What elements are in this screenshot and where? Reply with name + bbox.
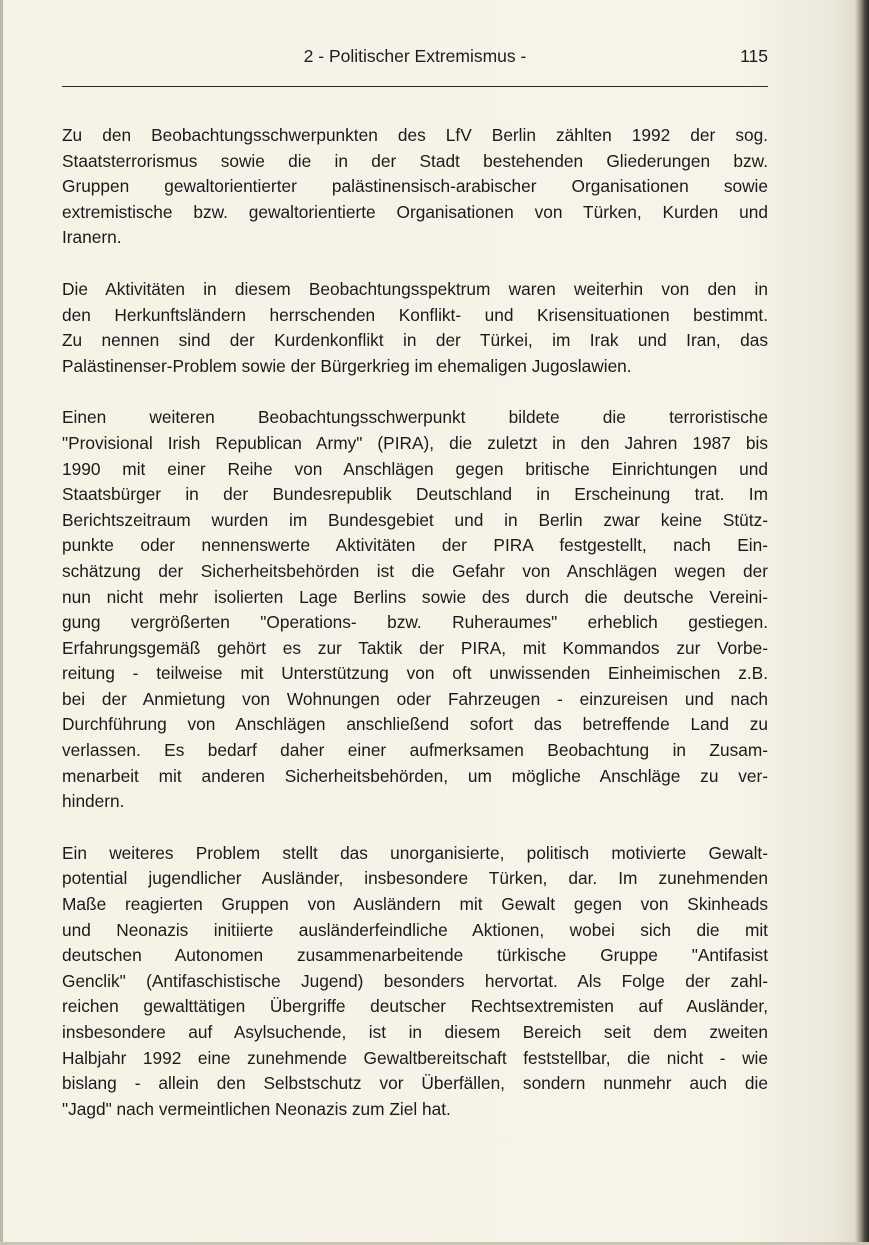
paragraph-4 — [62, 841, 768, 1123]
text-line: reitung - teilweise mit Unterstützung von oft unwissenden Einheimischen z.B. — [62, 663, 768, 684]
page-number: 115 — [740, 46, 768, 66]
text-line: insbesondere auf Asylsuchende, ist in diesem Bereich seit dem zweiten — [62, 1022, 768, 1042]
text-line: Genclik" (Antifaschistische Jugend) besonders hervortat. Als Folge der zahl- — [62, 970, 768, 991]
chapter-title: 2 - Politischer Extremismus - — [303, 46, 527, 66]
running-header — [62, 46, 768, 78]
text-line: menarbeit mit anderen Sicherheitsbehörden, um mögliche Anschläge zu ver- — [62, 765, 768, 786]
text-line: hindern. — [62, 791, 125, 812]
text-line: bei der Anmietung von Wohnungen oder Fahrzeugen - einzureisen und nach — [62, 688, 768, 709]
text-line: Durchführung von Anschlägen anschließend sofort das betreffende Land zu — [62, 714, 768, 735]
paragraph-2 — [62, 277, 768, 379]
text-line: den Herkunftsländern herrschenden Konflikt- und Krisensituationen bestimmt. — [62, 304, 768, 325]
text-line: Staatsterrorismus sowie die in der Stadt bestehenden Gliederungen bzw. — [62, 150, 768, 171]
text-line: 1990 mit einer Reihe von Anschlägen gegen britische Einrichtungen und — [62, 458, 768, 479]
text-line: Berichtszeitraum wurden im Bundesgebiet und in Berlin zwar keine Stütz- — [62, 509, 768, 530]
text-line: schätzung der Sicherheitsbehörden ist die Gefahr von Anschlägen wegen der — [62, 560, 768, 581]
text-line: und Neonazis initiierte ausländerfeindliche Aktionen, wobei sich die mit — [62, 919, 768, 940]
text-line: Zu nennen sind der Kurdenkonflikt in der Türkei, im Irak und Iran, das — [62, 330, 768, 351]
text-line: verlassen. Es bedarf daher einer aufmerksamen Beobachtung in Zusam- — [62, 740, 768, 761]
text-line: Maße reagierten Gruppen von Ausländern mit Gewalt gegen von Skinheads — [62, 894, 768, 915]
text-line: Iranern. — [62, 227, 122, 248]
text-line: reichen gewalttätigen Übergriffe deutscher Rechtsextremisten auf Ausländer, — [62, 996, 768, 1017]
text-line: gung vergrößerten "Operations- bzw. Ruheraumes" erheblich gestiegen. — [62, 612, 768, 633]
text-line: Zu den Beobachtungsschwerpunkten des LfV Berlin zählten 1992 der sog. — [62, 125, 768, 145]
text-line: "Jagd" nach vermeintlichen Neonazis zum Ziel hat. — [62, 1098, 451, 1119]
text-line: Einen weiteren Beobachtungsschwerpunkt bildete die terroristische — [62, 407, 768, 428]
body-text — [62, 123, 768, 1148]
text-line: Halbjahr 1992 eine zunehmende Gewaltbereitschaft feststellbar, die nicht - wie — [62, 1047, 768, 1068]
text-line: deutschen Autonomen zusammenarbeitende türkische Gruppe "Antifasist — [62, 945, 768, 966]
text-line: punkte oder nennenswerte Aktivitäten der PIRA festgestellt, nach Ein- — [62, 535, 768, 556]
text-line: potential jugendlicher Ausländer, insbesondere Türken, dar. Im zunehmenden — [62, 868, 768, 889]
paragraph-1 — [62, 123, 768, 251]
page-left-edge — [0, 0, 3, 1245]
text-line: Erfahrungsgemäß gehört es zur Taktik der PIRA, mit Kommandos zur Vorbe- — [62, 637, 768, 658]
text-line: Gruppen gewaltorientierter palästinensisch-arabischer Organisationen sowie — [62, 176, 768, 197]
text-line: Staatsbürger in der Bundesrepublik Deutschland in Erscheinung trat. Im — [62, 484, 768, 505]
text-line: Die Aktivitäten in diesem Beobachtungsspektrum waren weiterhin von den in — [62, 278, 768, 299]
header-divider — [62, 86, 768, 87]
text-line: Ein weiteres Problem stellt das unorganisierte, politisch motivierte Gewalt- — [62, 842, 768, 863]
text-line: extremistische bzw. gewaltorientierte Organisationen von Türken, Kurden und — [62, 201, 768, 222]
text-line: Palästinenser-Problem sowie der Bürgerkrieg im ehemaligen Jugoslawien. — [62, 355, 632, 376]
text-line: bislang - allein den Selbstschutz vor Überfällen, sondern nunmehr auch die — [62, 1073, 768, 1094]
book-spine-shadow — [855, 0, 869, 1245]
text-line: "Provisional Irish Republican Army" (PIRA), die zuletzt in den Jahren 1987 bis — [62, 432, 768, 453]
text-line: nun nicht mehr isolierten Lage Berlins sowie des durch die deutsche Vereini- — [62, 586, 768, 607]
paragraph-3 — [62, 405, 768, 815]
